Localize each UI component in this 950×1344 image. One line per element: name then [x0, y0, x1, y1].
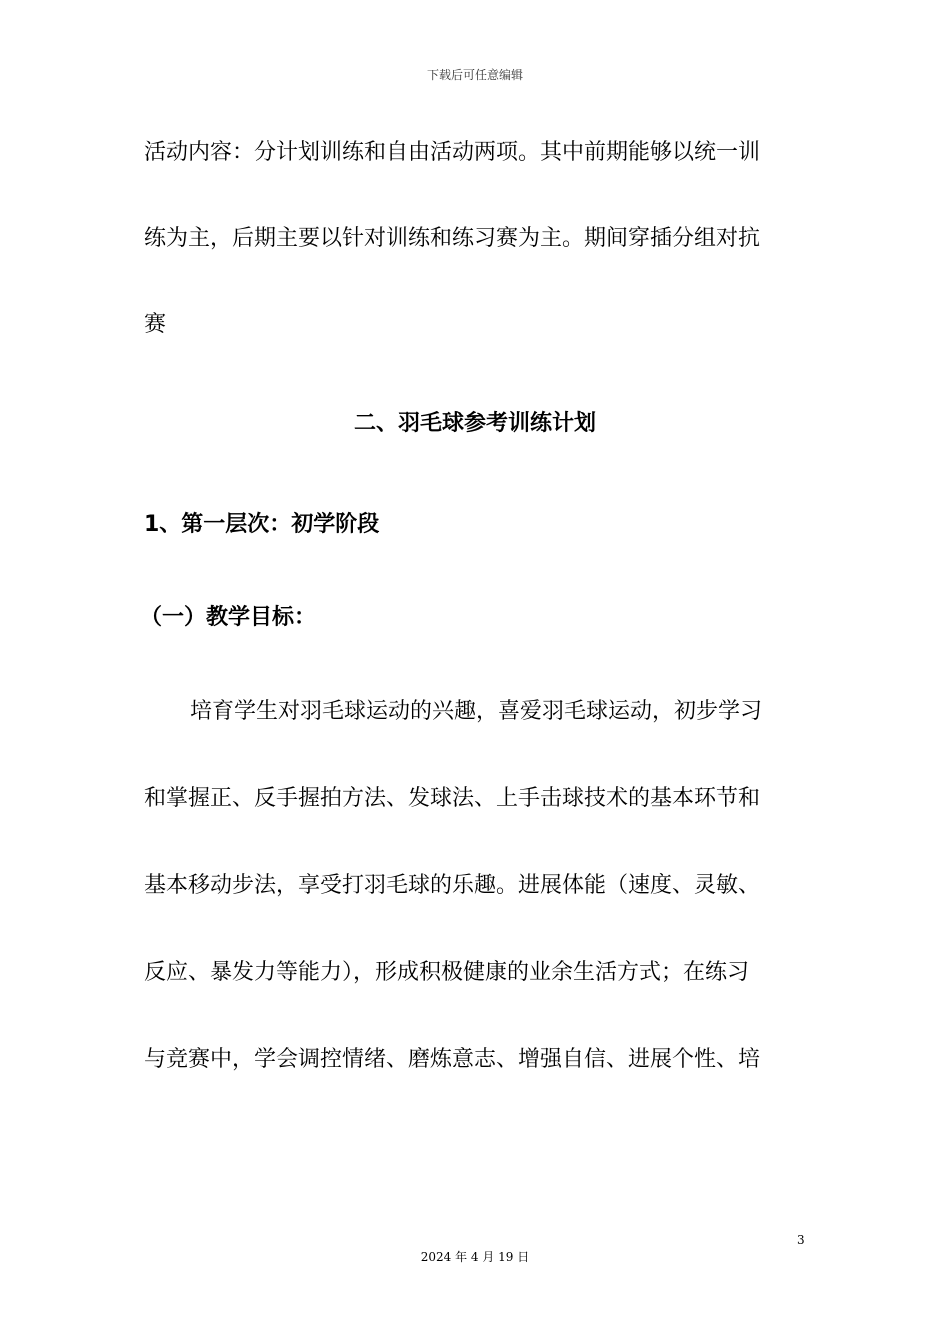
paragraph-1-line-2: 练为主，后期主要以针对训练和练习赛为主。期间穿插分组对抗: [144, 226, 761, 251]
page-number: 3: [797, 1233, 805, 1247]
paragraph-2-line-4: 反应、暴发力等能力），形成积极健康的业余生活方式；在练习: [144, 960, 750, 985]
paragraph-2-line-5: 与竞赛中，学会调控情绪、磨炼意志、增强自信、进展个性、培: [144, 1047, 761, 1072]
subsection-title: 1、第一层次：初学阶段: [144, 512, 380, 537]
page-header: 下载后可任意编辑: [426, 68, 523, 82]
page-footer-date: 2024 年 4 月 19 日: [420, 1250, 530, 1264]
paragraph-1-line-1: 活动内容：分计划训练和自由活动两项。其中前期能够以统一训: [144, 140, 761, 165]
paragraph-2-line-1: 培育学生对羽毛球运动的兴趣，喜爱羽毛球运动，初步学习: [190, 699, 763, 724]
paragraph-1-line-3: 赛: [144, 312, 167, 337]
paragraph-2-line-3: 基本移动步法，享受打羽毛球的乐趣。进展体能（速度、灵敏、: [144, 873, 761, 898]
subsubsection-title: （一）教学目标：: [140, 605, 317, 630]
paragraph-2-line-2: 和掌握正、反手握拍方法、发球法、上手击球技术的基本环节和: [144, 786, 761, 811]
section-title: 二、羽毛球参考训练计划: [353, 411, 596, 436]
